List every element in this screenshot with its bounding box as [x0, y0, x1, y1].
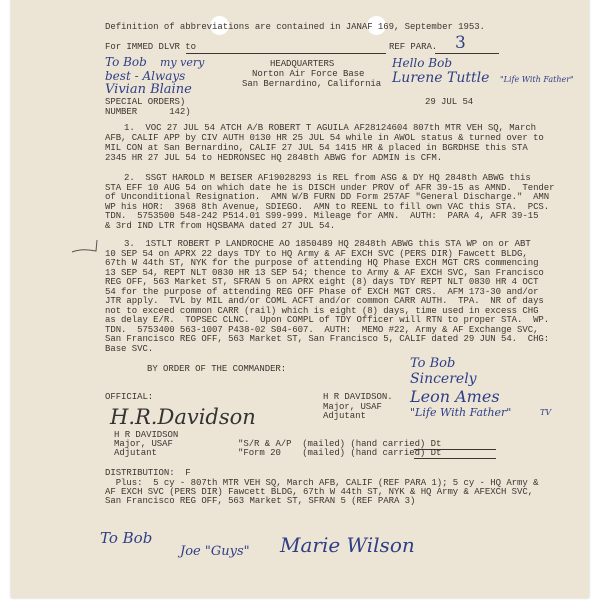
text-line: TDN. 5753500 548-242 P514.01 S99-999. Mileage for AMN. AUTH: PARA 4, AFR 39-15	[105, 211, 539, 221]
distribution-line: Plus: 5 cy - 807th MTR VEH SQ, March AFB, CALIF (REF PARA 1); 5 cy - HQ Army &	[105, 478, 539, 488]
signer-title: Adjutant	[323, 411, 366, 421]
official-label: OFFICIAL:	[105, 392, 154, 402]
autograph-text: Sincerely	[410, 371, 477, 387]
hq-line: Norton Air Force Base	[252, 69, 365, 79]
text-line: AFB, CALIF APP by CIV AUTH 0130 HR 25 JUL 54 while in AWOL status & turned over to	[105, 133, 544, 143]
autograph-text: Leon Ames	[410, 387, 500, 406]
officer-signature: H.R.Davidson	[110, 405, 256, 429]
official-rank: Major, USAF	[114, 439, 173, 449]
text-line: JTR apply. TVL by MIL and/or COML ACFT and/or common CARR AUTH. TPA. NR of days	[105, 296, 544, 306]
autograph-text: TV	[540, 408, 552, 417]
ref-para-line	[435, 53, 499, 54]
text-line: as delay E/R. TOPSEC CLNC. Upon COMPL of TDY Officer will RTN to proper STA. WP.	[105, 315, 550, 325]
autograph-text: Vivian Blaine	[105, 82, 192, 97]
form20-line: "Form 20 (mailed) (hand carried) Dt	[238, 448, 442, 458]
official-title: Adjutant	[114, 448, 157, 458]
ref-para-label: REF PARA.	[389, 42, 438, 52]
autograph-text: my very	[160, 56, 205, 69]
distribution-line: AF EXCH SVC (PERS DIR) Fawcett BLDG, 67th W 44th ST, NYK & HQ Army & AFEXCH SVC,	[105, 487, 534, 497]
signer-name: H R DAVIDSON.	[323, 392, 393, 402]
signer-rank: Major, USAF	[323, 402, 382, 412]
text-line: 1. VOC 27 JUL 54 ATCH A/B ROBERT T AGUILA AF28124604 807th MTR VEH SQ, March	[124, 123, 537, 133]
text-line: not to exceed common CARR (rail) which is eight (8) days, time used in excess CHG	[105, 305, 539, 316]
text-line: 54 for the purpose of attending REG OFF Phase of EXCH MGT CRS. AFM 173-30 and/or	[105, 286, 539, 297]
autograph-text: To Bob	[410, 356, 456, 371]
order-date: 29 JUL 54	[425, 97, 474, 107]
text-line: 3. 1STLT ROBERT P LANDROCHE AO 1850489 HQ 2848th ABWG this STA WP on or ABT	[124, 239, 531, 249]
text-line: REG OFF, 563 Market ST, SFRAN 5 on APRX eight (8) days TDY REPT NLT 0830 HR 4 OCT	[105, 277, 539, 287]
text-line: 67th W 44th ST, NYK for the purpose of attending HQ Phase EXCH MGT CRS commencing	[105, 258, 539, 268]
text-line: TDN. 5753400 563-1007 P438-02 S04-607. AUTH: MEMO #22, Army & AF Exchange SVC,	[105, 324, 539, 335]
text-line: MIL CON at San Bernardino, CALIF 27 JUL 54 1415 HR & placed in BGRDHSE this STA	[105, 143, 528, 153]
official-name: H R DAVIDSON	[114, 430, 179, 440]
hq-line: San Bernardino, California	[242, 79, 382, 89]
text-line: & 3rd IND LTR from HQSBAMA dated 27 JUL 54.	[105, 220, 336, 231]
autograph-text: Hello Bob	[392, 56, 453, 70]
text-line: San Francisco REG OFF, 563 Market ST, San Francisco 5, CALIF dated 29 JUN 54. CHG:	[105, 334, 550, 344]
text-line: of Unconditional Resignation. AMN W/B FURN DD Form 257AF "General Discharge." AMN	[105, 192, 550, 202]
autograph-text: best - Always	[105, 69, 186, 83]
autograph-text: To Bob	[105, 55, 147, 69]
sr-ap-line: "S/R & A/P (mailed) (hand carried) Dt	[238, 439, 442, 449]
special-orders: SPECIAL ORDERS)	[105, 97, 186, 107]
ref-para-value: 3	[455, 33, 466, 53]
distribution-line: San Francisco REG OFF, 563 Market ST, SFRAN 5 (REF PARA 3)	[105, 496, 416, 506]
immed-dlvr-line	[186, 53, 386, 54]
order-number: NUMBER 142)	[105, 107, 191, 117]
form20-date-line	[414, 458, 496, 459]
text-line: WP his HOR: 3968 8th Avenue, SDIEGO. AMN to REENL to fill own VAC this STA. PCS.	[105, 201, 550, 212]
autograph-text: Joe "Guys"	[180, 544, 250, 559]
abbreviation-note: Definition of abbreviations are contained in JANAF 169, September 1953.	[105, 22, 485, 32]
by-order-line: BY ORDER OF THE COMMANDER:	[147, 364, 287, 374]
autograph-text: "Life With Father"	[500, 75, 574, 84]
autograph-text: To Bob	[100, 529, 153, 547]
autograph-text: Marie Wilson	[280, 533, 415, 557]
autograph-text: "Life With Father"	[410, 406, 512, 419]
text-line: Base SVC.	[105, 343, 154, 354]
text-line: STA EFF 10 AUG 54 on which date he is DISCH under PROV of AFR 39-15 as AMND. Tender	[105, 182, 555, 193]
hq-line: HEADQUARTERS	[270, 59, 335, 69]
text-line: 2345 HR 27 JUL 54 to HEDRONSEC HQ 2848th ABWG for ADMIN is CFM.	[105, 153, 443, 163]
text-line: 13 SEP 54, REPT NLT 0830 HR 13 SEP 54; thence to Army & AF EXCH SVC, San Francisco	[105, 267, 544, 278]
text-line: 2. SSGT HAROLD M BEISER AF19028293 is REL from ASG & DY HQ 2848th ABWG this	[124, 173, 531, 183]
autograph-text: Lurene Tuttle	[392, 70, 490, 86]
margin-bracket-mark	[70, 238, 100, 258]
distribution-label: DISTRIBUTION: F	[105, 468, 191, 478]
text-line: 10 SEP 54 on APRX 22 days TDY to HQ Army & AF EXCH SVC (PERS DIR) Fawcett BLDG,	[105, 248, 528, 259]
immed-dlvr-label: For IMMED DLVR to	[105, 42, 196, 52]
